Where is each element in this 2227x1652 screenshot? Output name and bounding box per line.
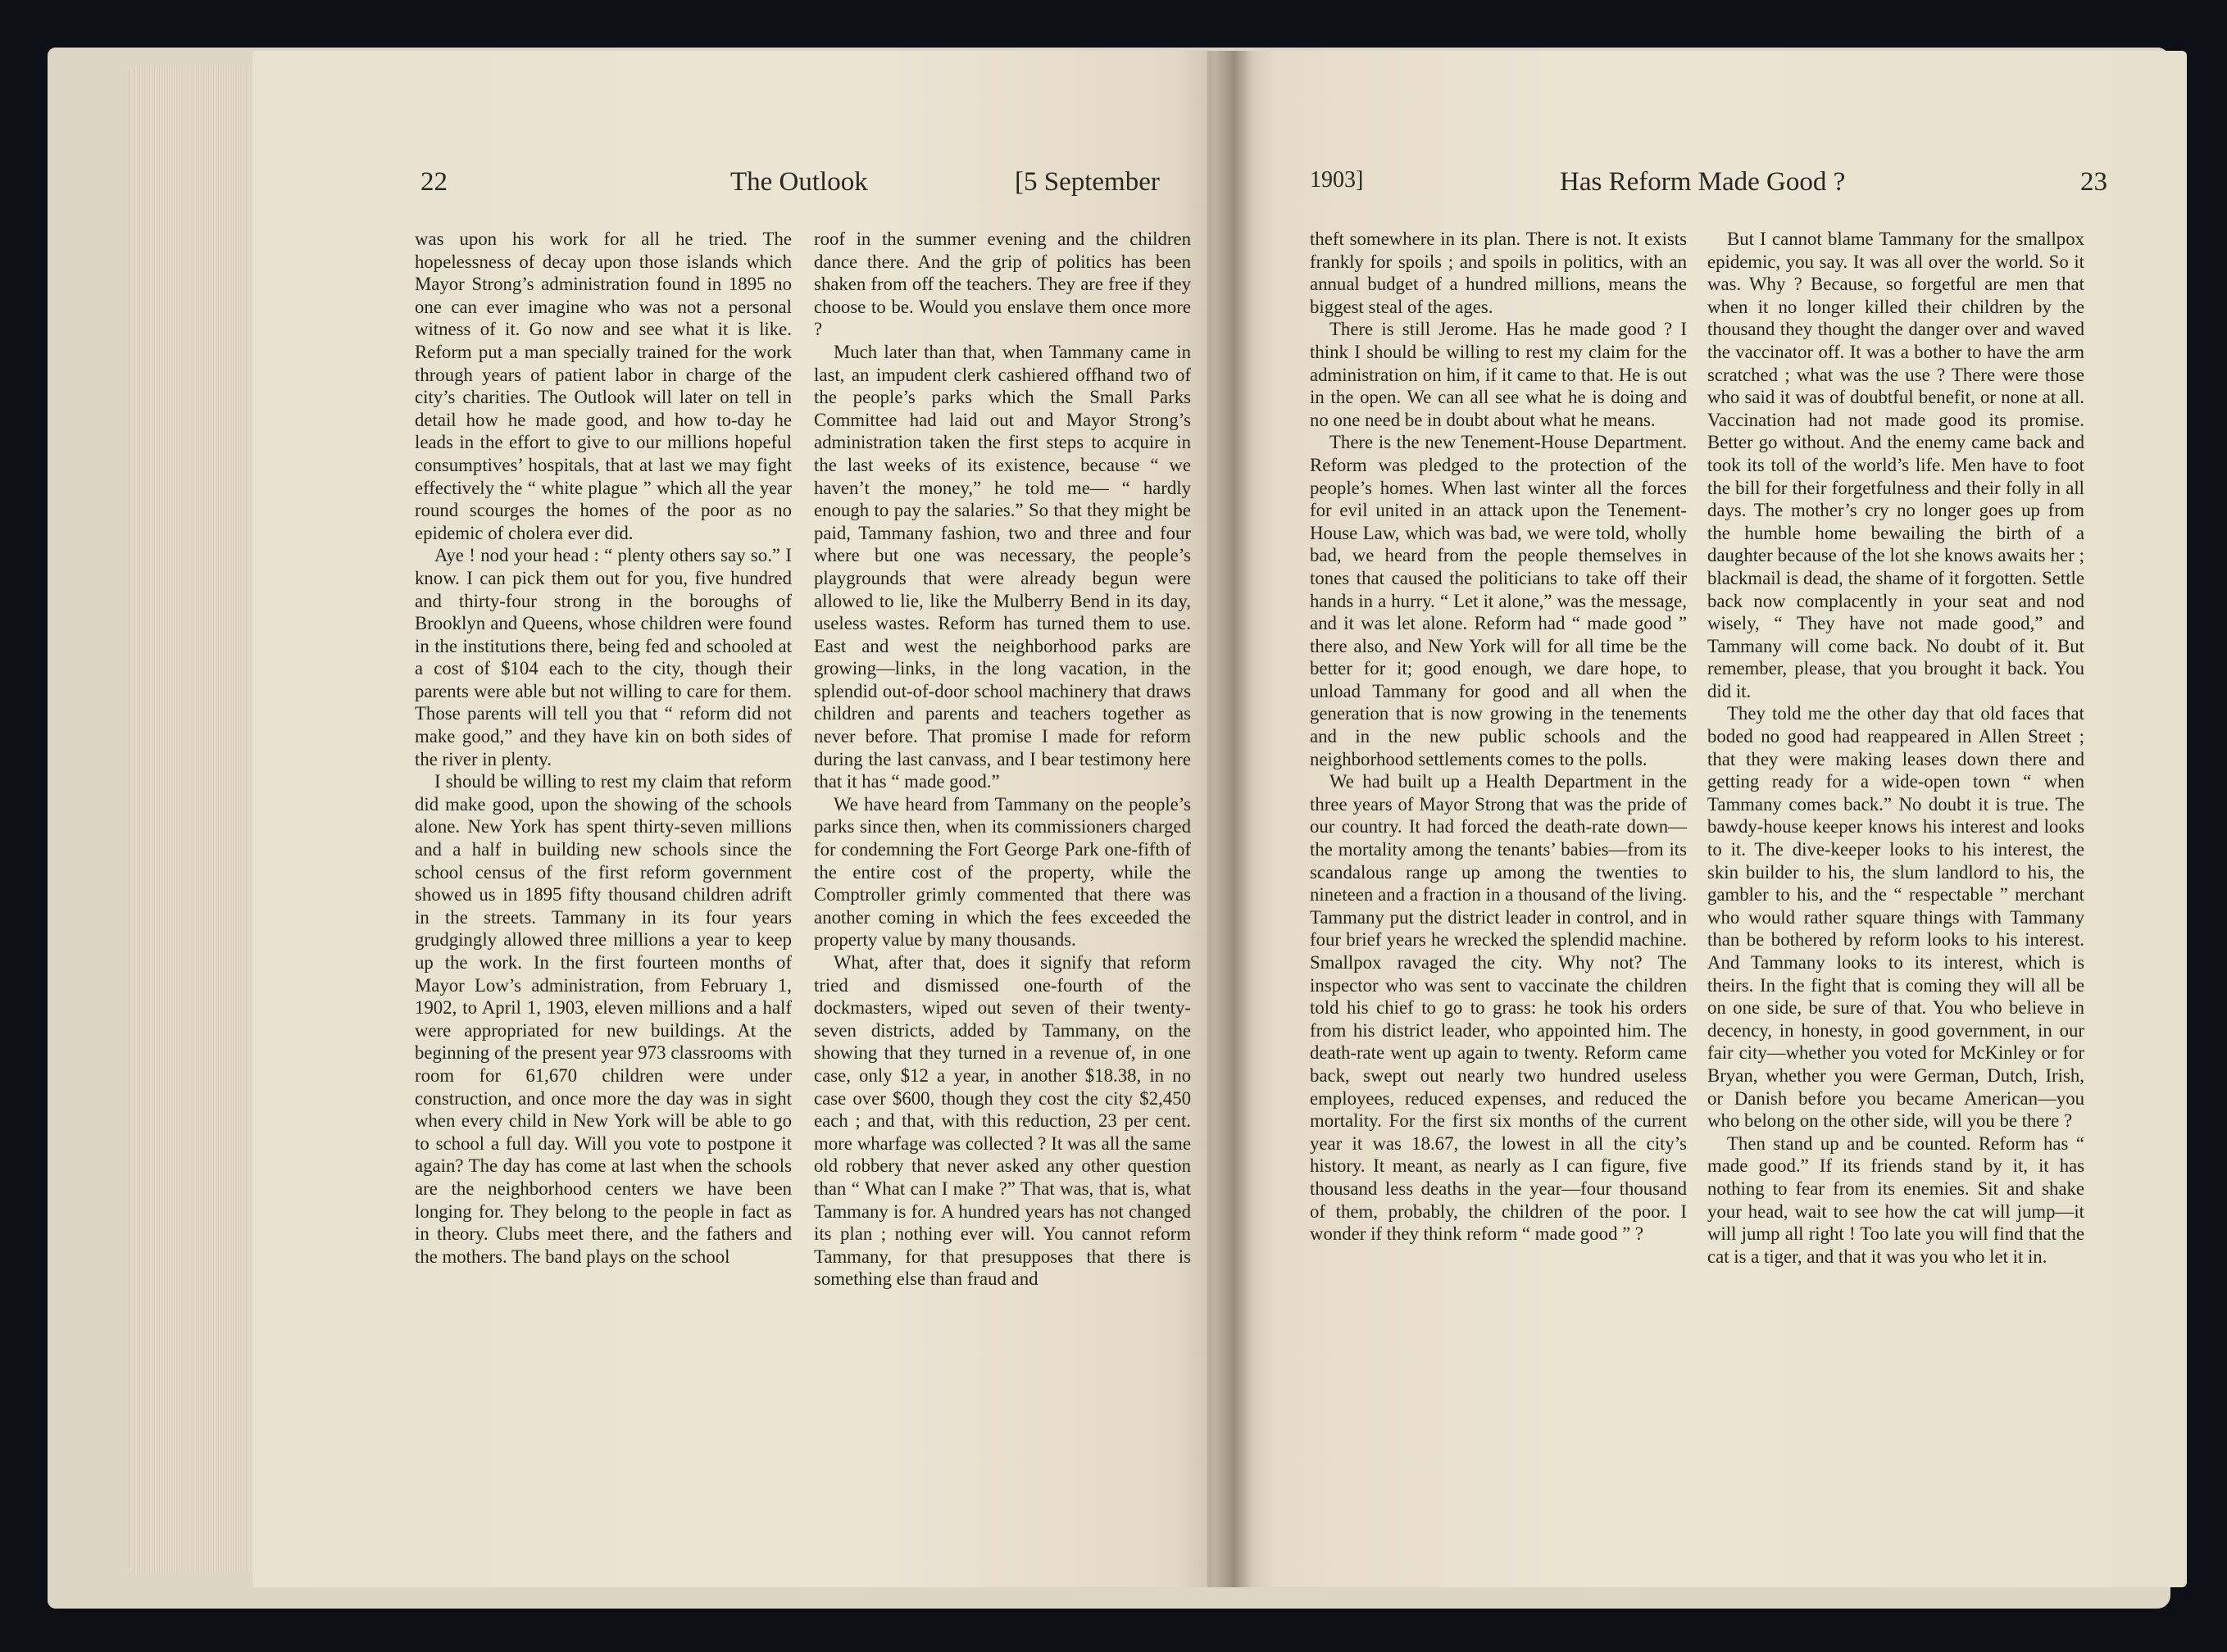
right-page-number: 23	[2080, 167, 2107, 197]
paragraph: Much later than that, when Tammany came in last, an impudent clerk cashiered offhand two of the people’s parks which the Small Parks Committee had laid out and Mayor Strong’s administration taken the first steps to acquire in the last weeks of its existence, because “ we haven’t the money,” he told me— “ hardly enough to pay the salaries.” So that they might be paid, Tammany fashion, two and three and four where but one was necessary, the people’s playgrounds that were already begun were allowed to lie, like the Mulberry Bend in its day, useless wastes. Reform has turned them to use. East and west the neighborhood parks are growing—links, in the long vacation, in the splendid out-of-door school machinery that draws children and parents and teachers together as never before. That promise I made for reform during the last canvass, and I bear testimony here that it has “ made good.”	[814, 341, 1191, 792]
paragraph: I should be willing to rest my claim that reform did make good, upon the showing of the schools alone. New York has spent thirty-seven millions and a half in building new schools since the school census of the first reform government showed us in 1895 fifty thousand children adrift in the streets. Tammany in its four years grudgingly allowed three millions a year to keep up the work. In the first fourteen months of Mayor Low’s administration, from February 1, 1902, to April 1, 1903, eleven millions and a half were appropriated for new buildings. At the beginning of the present year 973 classrooms with room for 61,670 children were under construction, and once more the day was in sight when every child in New York will be able to go to school a full day. Will you vote to postpone it again? The day has come at last when the schools are the neighborhood centers we have been longing for. They belong to the people in fact as in theory. Clubs meet there, and the fathers and the mothers. The band plays on the school	[415, 771, 792, 1267]
paragraph: was upon his work for all he tried. The hopelessness of decay upon those islands which Mayor Strong’s administration found in 1895 no one can ever imagine who was not a personal witness of it. Go now and see what it is like. Reform put a man specially trained for the work through years of patient labor in charge of the city’s charities. The Outlook will later on tell in detail how he made good, and how to-day he leads in the effort to give to our millions hopeful consumptives’ hospitals, that at last we may fight effectively the “ white plague ” which all the year round scourges the homes of the poor as no epidemic of cholera ever did.	[415, 229, 792, 543]
right-column-2	[1707, 228, 2084, 1268]
paragraph: Aye ! nod your head : “ plenty others say so.” I know. I can pick them out for you, five hundred and thirty-four strong in the boroughs of Brooklyn and Queens, whose children were found in the institutions there, being fed and schooled at a cost of $104 each to the city, though their parents were able but not willing to care for them. Those parents will tell you that “ reform did not make good,” and they have kin on both sides of the river in plenty.	[415, 545, 792, 769]
gutter-shadow	[1216, 51, 1252, 1587]
paragraph: There is still Jerome. Has he made good ? I think I should be willing to rest my claim for the administration on him, if it came to that. He is out in the open. We can all see what he is doing and no one need be in doubt about what he means.	[1310, 319, 1687, 430]
paragraph: We have heard from Tammany on the people’s parks since then, when its commissioners charged for condemning the Fort George Park one-fifth of the entire cost of the property, while the Comptroller grimly commented that there was another coming in which the fees exceeded the property value by many thousands.	[814, 793, 1191, 951]
left-page	[252, 51, 1254, 1587]
left-column-2	[814, 228, 1191, 1291]
right-running-title: Has Reform Made Good ?	[1560, 167, 1846, 197]
paragraph: Then stand up and be counted. Reform has “ made good.” If its friends stand by it, it has nothing to fear from its enemies. Sit and shake your head, wait to see how the cat will jump—it will jump all right ! Too late you will find that the cat is a tiger, and that it was you who let it in.	[1707, 1132, 2084, 1267]
paragraph: But I cannot blame Tammany for the smallpox epidemic, you say. It was all over the world. So it was. Why ? Because, so forgetful are men that when it no longer killed their children by the thousand they thought the danger over and waved the vaccinator off. It was a bother to have the arm scratched ; what was the use ? There were those who said it was of doubtful benefit, or none at all. Vaccination had not made good its promise. Better go without. And the enemy came back and took its toll of the world’s life. Men have to foot the bill for their forgetfulness and their folly in all days. The mother’s cry no longer goes up from the humble home bewailing the birth of a daughter because of the lot she knows awaits her ; blackmail is dead, the shame of it forgotten. Settle back now complacently in your seat and nod wisely, “ They have not made good,” and Tammany will come back. No doubt of it. But remember, please, that you brought it back. You did it.	[1707, 229, 2084, 701]
paragraph: What, after that, does it signify that reform tried and dismissed one-fourth of the dockmasters, wiped out seven of their twenty-seven districts, added by Tammany, on the showing that they turned in a revenue of, in one case, only $12 a year, in another $18.38, in no case over $600, though they cost the city $2,450 each ; and that, with this reduction, 23 per cent. more wharfage was collected ? It was all the same old robbery that never asked any other question than “ What can I make ?” That was, that is, what Tammany is for. A hundred years has not changed its plan ; nothing ever will. You cannot reform Tammany, for that presupposes that there is something else than fraud and	[814, 952, 1191, 1290]
right-column-1	[1310, 228, 1687, 1246]
left-running-title: The Outlook	[730, 167, 868, 197]
open-magazine	[48, 33, 2195, 1627]
right-page	[1207, 51, 2187, 1587]
paragraph: They told me the other day that old faces that boded no good had reappeared in Allen Street ; that they were making leases down there and getting ready for a wide-open town “ when Tammany comes back.” No doubt it is true. The bawdy-house keeper knows his interest and looks to it. The dive-keeper looks to his interest, the skin builder to his, the slum landlord to his, the gambler to his, and the “ respectable ” merchant who would rather square things with Tammany than be bothered by reform looks to his interest. And Tammany looks to its interest, which is theirs. In the fight that is coming they will all be on one side, be sure of that. You who believe in decency, in honesty, in good government, in our fair city—whether you voted for McKinley or for Bryan, whether you were German, Dutch, Irish, or Danish before you became American—you who belong on the other side, will you be there ?	[1707, 703, 2084, 1132]
paragraph: roof in the summer evening and the children dance there. And the grip of politics has been shaken from off the teachers. They are free if they choose to be. Would you enslave them once more ?	[814, 229, 1191, 340]
left-page-number: 22	[420, 167, 448, 197]
right-year-header: 1903]	[1310, 167, 1364, 193]
paragraph: theft somewhere in its plan. There is not. It exists frankly for spoils ; and spoils in politics, with an annual budget of a hundred millions, means the biggest steal of the ages.	[1310, 229, 1687, 317]
paragraph: There is the new Tenement-House Department. Reform was pledged to the protection of the people’s homes. When last winter all the forces for evil united in an attack upon the Tenement-House Law, which was bad, we were told, wholly bad, we heard from the people themselves in tones that caused the politicians to take off their hands in a hurry. “ Let it alone,” was the message, and it was let alone. Reform had “ made good ” there also, and New York will for all time be the better for it; good enough, we dare hope, to unload Tammany for good and all when the generation that is now growing in the tenements and in the new public schools and the neighborhood settlements comes to the polls.	[1310, 432, 1687, 769]
left-column-1	[415, 228, 792, 1268]
left-date-header: [5 September	[1015, 167, 1160, 197]
paragraph: We had built up a Health Department in the three years of Mayor Strong that was the pride of our country. It had forced the death-rate down—the mortality among the tenants’ babies—from its scandalous range up among the twenties to nineteen and a fraction in a thousand of the living. Tammany put the district leader in control, and in four brief years he wrecked the splendid machine. Smallpox ravaged the city. Why not? The inspector who was sent to vaccinate the children told his chief to go to grass: he took his orders from his district leader, who appointed him. The death-rate went up again to twenty. Reform came back, swept out nearly two hundred useless employees, reduced expenses, and reduced the mortality. For the first six months of the current year it was 18.67, the lowest in all the city’s history. It meant, as nearly as I can figure, five thousand less deaths in the year—four thousand of them, probably, the children of the poor. I wonder if they think reform “ made good ” ?	[1310, 771, 1687, 1245]
